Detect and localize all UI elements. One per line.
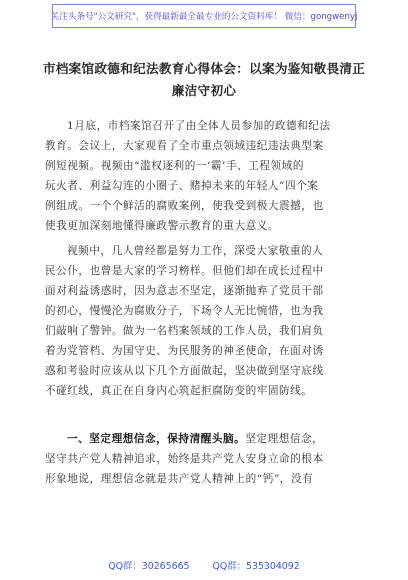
promo-banner	[52, 4, 356, 28]
paragraph-line: 们敲响了警钟。做为一名档案领域的工作人员，我们肩负	[45, 325, 324, 337]
paragraph-line: 不碰红线，真正在自身内心筑起拒腐防变的牢固防线。	[45, 385, 313, 397]
paragraph-3	[45, 429, 365, 489]
paragraph-line: 面对利益诱惑时，因为意志不坚定，逐渐抛弃了党员干部	[45, 285, 324, 297]
paragraph-line: 例组成。一个个鲜活的腐败案例，使我受到极大震撼，也	[45, 200, 324, 212]
document-title-line-2: 廉洁守初心	[171, 83, 237, 98]
paragraph-line	[45, 429, 365, 449]
promo-banner-text: 关注头条号"公文研究"，获得最新最全最专业的公文资料库！ 微信：gongwenyj	[50, 12, 358, 22]
paragraph-line: 民公仆，也曾是大家的学习榜样。但他们却在成长过程中	[45, 265, 324, 277]
section-heading: 一、坚定理想信念，保持清醒头脑。	[67, 433, 246, 445]
section-heading-rest: 坚定理想信念，	[245, 433, 324, 445]
paragraph-line: 视频中，几人曾经都是努力工作，深受大家敬重的人	[67, 245, 324, 257]
paragraph-line: 使我更加深刻地懂得廉政警示教育的重大意义。	[45, 220, 280, 232]
paragraph-line: 惑和考验时应该从以下几个方面做起，坚决做到坚守底线	[45, 365, 324, 377]
footer-qq-group-1: QQ群：30265665	[108, 561, 190, 572]
paragraph-line: 教育。会议上，大家观看了全市重点领域违纪违法典型案	[45, 140, 324, 152]
paragraph-1	[45, 116, 365, 236]
document-title-line-1: 市档案馆政德和纪法教育心得体会：以案为鉴知敬畏清正	[42, 61, 366, 76]
paragraph-line: 着为党管档、为国守史、为民服务的神圣使命，在面对诱	[45, 345, 324, 357]
paragraph-2	[45, 241, 365, 401]
footer-qq-group-2: QQ群：535304092	[212, 561, 300, 572]
paragraph-line: 玩火者、利益勾连的小圈子、赌掉未来的年轻人”四个案	[45, 180, 319, 192]
paragraph-line: 例短视频。视频由“滥权逐利的一‘霸’手、工程领域的	[45, 160, 304, 172]
footer-contact	[0, 558, 408, 572]
paragraph-line: 1月底，市档案馆召开了由全体人员参加的政德和纪法	[67, 120, 331, 132]
paragraph-line: 的初心，慢慢沦为腐败分子，下场令人无比惋惜，也为我	[45, 305, 324, 317]
paragraph-line: 形象地说，理想信念就是共产党人精神上的“钙”，没有	[45, 473, 314, 485]
paragraph-line: 坚守共产党人精神追求，始终是共产党人安身立命的根本	[45, 453, 324, 465]
